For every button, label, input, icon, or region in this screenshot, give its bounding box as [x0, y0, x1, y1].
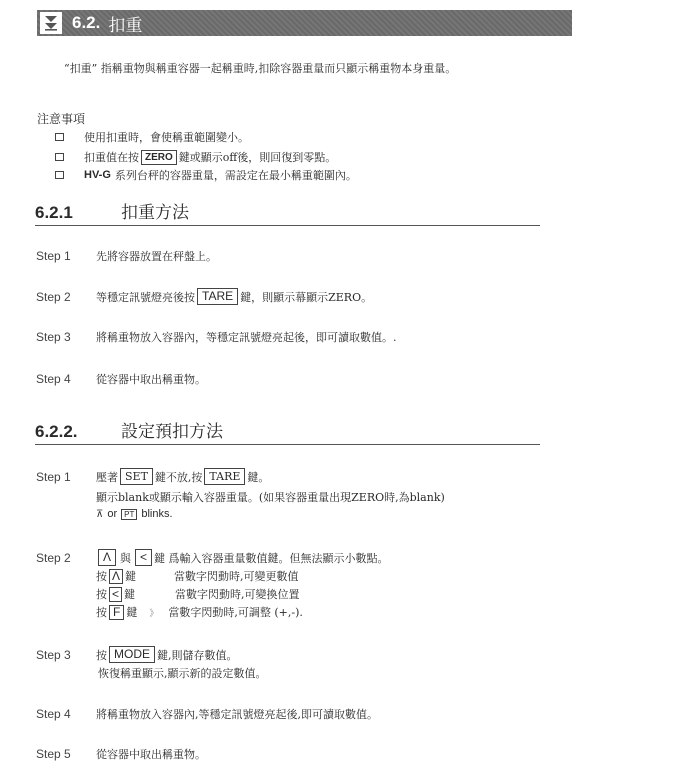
up-key: Λ: [98, 549, 116, 566]
section-banner: [37, 10, 572, 36]
section-title: 扣重: [108, 15, 143, 36]
step-detail: 按 F 鍵 》 當數字閃動時,可調整 (+,-).: [96, 604, 303, 619]
checkbox-bullet-icon: [55, 171, 64, 179]
step-item: Step 1 先將容器放置在秤盤上。: [36, 249, 217, 263]
set-key: SET: [120, 468, 153, 485]
pt-indicator-icon: PT: [121, 509, 137, 520]
note-item: HV-G 系列台秤的容器重量，需設定在最小稱重範圍內。: [55, 167, 357, 183]
step-item: Step 4 將稱重物放入容器內,等穩定訊號燈亮起後,即可讀取數值。: [36, 707, 378, 721]
step-detail: 按 Λ 鍵 當數字閃動時,可變更數值: [96, 568, 299, 583]
section-number: 6.2.: [72, 13, 101, 32]
step-item: Step 2 Λ 與 < 鍵 爲輸入容器重量數值鍵。但無法顯示小數點。: [36, 550, 389, 565]
step-detail: 恢復稱重顯示,顯示新的設定數值。: [98, 667, 267, 680]
subsection-heading: 6.2.2. 設定預扣方法: [35, 416, 540, 445]
note-item: 扣重值在按 ZERO 鍵或顯示off後，則回復到零點。: [55, 149, 336, 165]
checkbox-bullet-icon: [55, 153, 64, 161]
step-item: Step 3 按 MODE 鍵,則儲存數值。: [36, 647, 238, 662]
f-key: F: [109, 605, 124, 620]
up-key: Λ: [109, 569, 123, 584]
step-item: Step 2 等穩定訊號燈亮後按 TARE 鍵，則顯示幕顯示ZERO。: [36, 289, 373, 304]
left-key: <: [109, 587, 122, 602]
checkbox-bullet-icon: [55, 133, 64, 141]
subsection-heading: 6.2.1 扣重方法: [35, 197, 540, 226]
tare-key: TARE: [197, 288, 238, 305]
step-item: Step 4 從容器中取出稱重物。: [36, 372, 206, 386]
mode-key: MODE: [109, 646, 155, 663]
step-item: Step 3 將稱重物放入容器內，等穩定訊號燈亮起後，即可讀取數值。.: [36, 330, 397, 344]
left-key: <: [135, 549, 152, 566]
tare-indicator-icon: ⊼: [96, 508, 104, 520]
step-detail: 按 < 鍵 當數字閃動時,可變換位置: [96, 586, 300, 601]
step-item: Step 5 從容器中取出稱重物。: [36, 747, 206, 761]
step-detail: 顯示blank或顯示輸入容器重量。(如果容器重量出現ZERO時,為blank): [96, 491, 445, 504]
intro-text: “扣重” 指稱重物與稱重容器一起稱重時,扣除容器重量而只顯示稱重物本身重量。: [64, 62, 457, 75]
download-arrow-icon: [40, 12, 62, 34]
note-item: 使用扣重時，會使稱重範圍變小。: [55, 129, 249, 145]
zero-key: ZERO: [141, 150, 177, 165]
step-item: Step 1 壓著 SET 鍵不放,按 TARE 鍵。: [36, 469, 270, 484]
step-detail: ⊼ or PT blinks.: [96, 508, 173, 520]
notes-title: 注意事項: [37, 112, 86, 126]
tare-key: TARE: [204, 468, 245, 485]
